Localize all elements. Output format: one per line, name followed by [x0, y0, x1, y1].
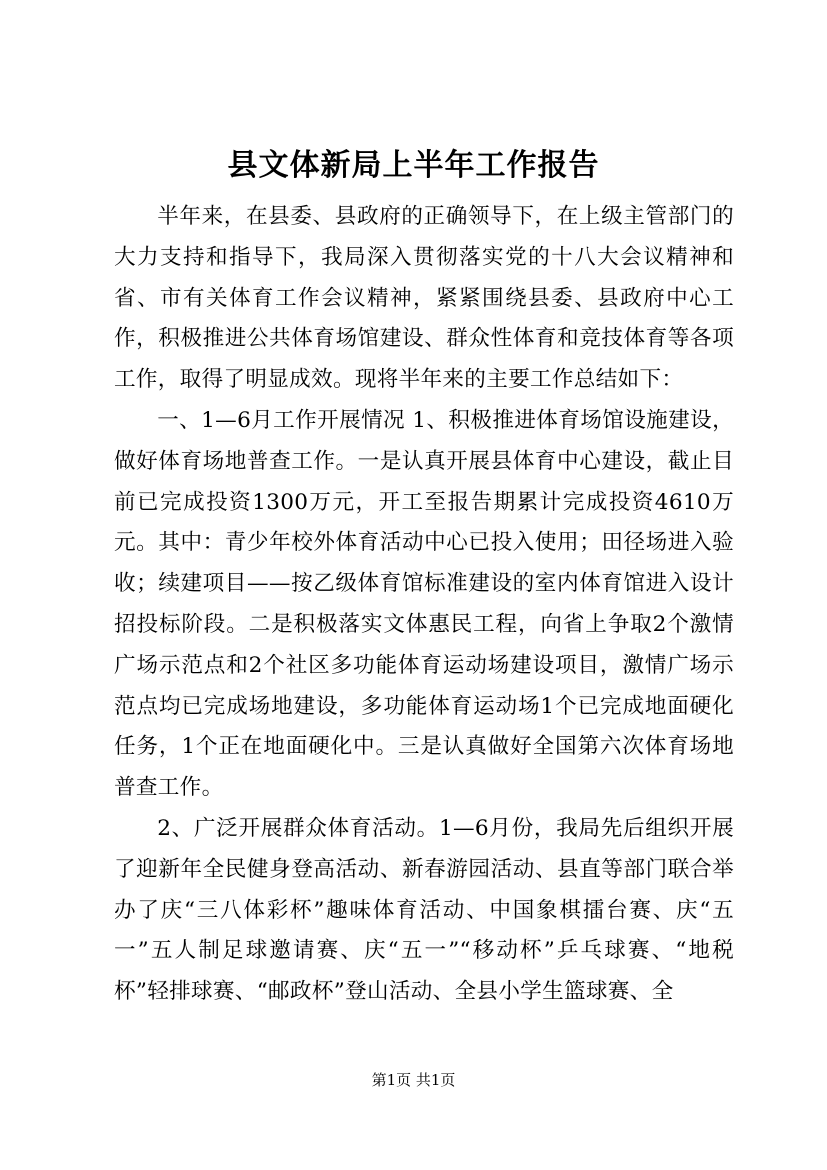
document-body: [114, 197, 734, 1013]
paragraph-intro: 半年来，在县委、县政府的正确领导下，在上级主管部门的大力支持和指导下，我局深入贯彻落实党的十八大会议精神和省、市有关体育工作会议精神，紧紧围绕县委、县政府中心工作，积极推进公共体育场馆建设、群众性体育和竞技体育等各项工作，取得了明显成效。现将半年来的主要工作总结如下：: [114, 204, 734, 393]
paragraph-section-one: 一、1—6月工作开展情况 1、积极推进体育场馆设施建设，做好体育场地普查工作。一是认真开展县体育中心建设，截止目前已完成投资1300万元，开工至报告期累计完成投资4610万元。其中：青少年校外体育活动中心已投入使用；田径场进入验收；续建项目——按乙级体育馆标准建设的室内体育馆进入设计招投标阶段。二是积极落实文体惠民工程，向省上争取2个激情广场示范点和2个社区多功能体育运动场建设项目，激情广场示范点均已完成场地建设，多功能体育运动场1个已完成地面硬化任务，1个正在地面硬化中。三是认真做好全国第六次体育场地普查工作。: [114, 407, 734, 801]
document-title: 县文体新局上半年工作报告: [227, 148, 600, 183]
paragraph-section-two: 2、广泛开展群众体育活动。1—6月份，我局先后组织开展了迎新年全民健身登高活动、新春游园活动、县直等部门联合举办了庆“三八体彩杯”趣味体育活动、中国象棋擂台赛、庆“五一”五人制足球邀请赛、庆“五一”“移动杯”乒乓球赛、“地税杯”轻排球赛、“邮政杯”登山活动、全县小学生篮球赛、全: [114, 815, 734, 1005]
page-footer: 第1页 共1页: [371, 1071, 456, 1089]
